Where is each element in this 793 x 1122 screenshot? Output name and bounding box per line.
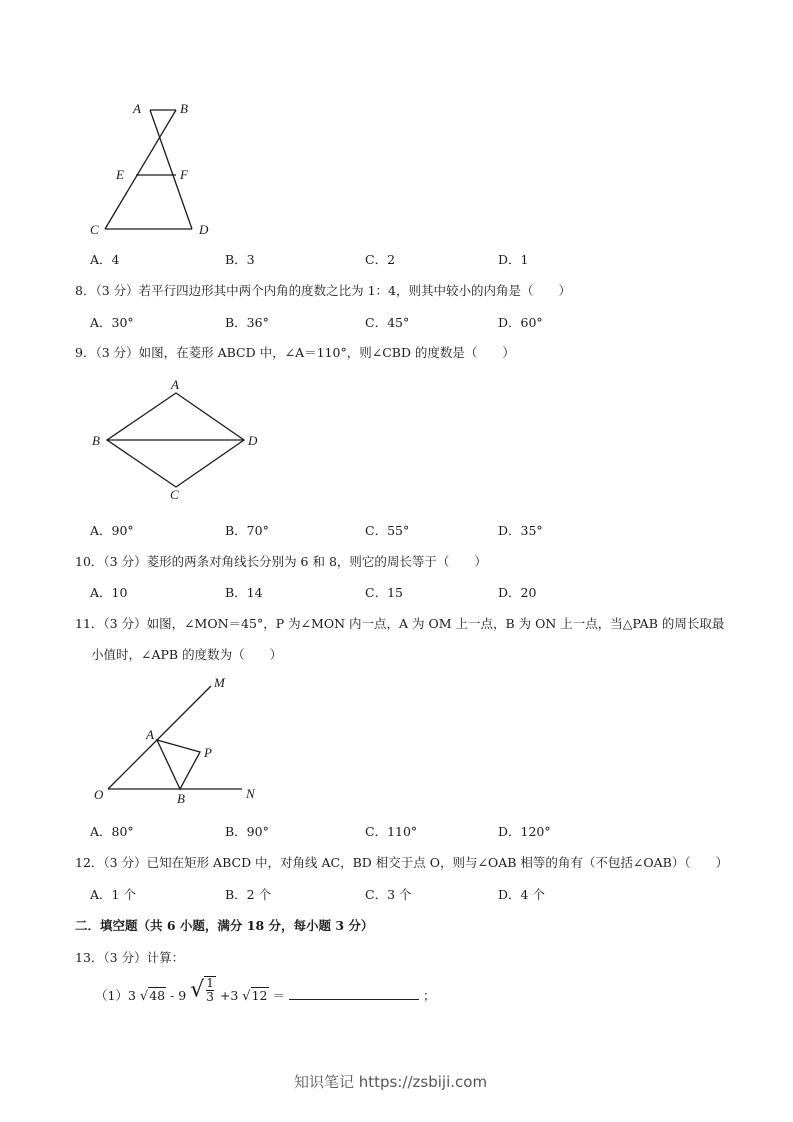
label-B: B — [92, 433, 100, 448]
q8-option-a: A．30° — [90, 315, 134, 330]
answer-blank[interactable] — [289, 987, 419, 1000]
figure-q9 — [88, 375, 268, 505]
q12-stem: 12．（3 分）已知在矩形 ABCD 中，对角线 AC，BD 相交于点 O，则与∠OAB 相等的角有（不包括∠OAB）（ ） — [75, 855, 729, 870]
operator-2: +3 — [219, 987, 239, 1003]
q9-option-c: C．55° — [365, 523, 410, 538]
q7-option-a: A．4 — [90, 252, 120, 267]
q7-option-d: D．1 — [498, 252, 529, 267]
label-O: O — [94, 787, 104, 802]
q10-option-a: A．10 — [90, 585, 128, 600]
figure-q7 — [85, 98, 225, 240]
q7-option-b: B．3 — [225, 252, 255, 267]
part1-tail: ； — [422, 987, 436, 1003]
label-F: F — [180, 167, 188, 182]
q7-option-c: C．2 — [365, 252, 396, 267]
equals-sign: ＝ — [272, 987, 285, 1003]
q12-option-c: C．3 个 — [365, 887, 412, 902]
label-C: C — [90, 222, 99, 237]
q13-stem: 13．（3 分）计算： — [75, 950, 185, 965]
label-D: D — [199, 222, 209, 237]
q9-stem: 9．（3 分）如图，在菱形 ABCD 中，∠A＝110°，则∠CBD 的度数是（ ） — [75, 345, 515, 360]
operator-1: - 9 — [170, 987, 187, 1003]
q11-option-a: A．80° — [90, 824, 134, 839]
label-B: B — [180, 101, 188, 116]
label-M: M — [214, 675, 225, 690]
figure-q11 — [90, 672, 270, 812]
label-D: D — [248, 433, 258, 448]
q13-part1 — [95, 978, 435, 1012]
q12-option-a: A．1 个 — [90, 887, 136, 902]
q12-option-b: B．2 个 — [225, 887, 272, 902]
section-title: 二．填空题（共 6 小题，满分 18 分，每小题 3 分） — [75, 918, 374, 933]
q9-option-d: D．35° — [498, 523, 543, 538]
q11-option-c: C．110° — [365, 824, 418, 839]
q12-option-d: D．4 个 — [498, 887, 545, 902]
q10-option-c: C．15 — [365, 585, 403, 600]
label-A: A — [171, 377, 179, 392]
label-A: A — [146, 727, 154, 742]
label-A: A — [133, 101, 141, 116]
sqrt-48: √48 — [139, 987, 166, 1004]
q9-option-b: B．70° — [225, 523, 269, 538]
label-N: N — [246, 786, 255, 801]
part1-prefix: （1）3 — [95, 987, 136, 1003]
sqrt-fraction: √ $\frac{1}{3}$ — [190, 976, 214, 1004]
q9-option-a: A．90° — [90, 523, 134, 538]
label-B: B — [177, 791, 185, 806]
q11-stem-line1: 11．（3 分）如图，∠MON＝45°，P 为∠MON 内一点，A 为 OM 上一点，B 为 ON 上一点，当△PAB 的周长取最 — [75, 616, 725, 631]
label-E: E — [116, 167, 124, 182]
sqrt-12: √12 — [242, 987, 268, 1004]
label-C: C — [170, 487, 179, 502]
label-P: P — [204, 745, 212, 760]
q10-option-b: B．14 — [225, 585, 263, 600]
q11-option-d: D．120° — [498, 824, 551, 839]
q10-stem: 10．（3 分）菱形的两条对角线长分别为 6 和 8，则它的周长等于（ ） — [75, 554, 487, 569]
q11-option-b: B．90° — [225, 824, 269, 839]
footer-watermark: 知识笔记 https://zsbiji.com — [294, 1073, 488, 1091]
q8-option-c: C．45° — [365, 315, 410, 330]
q8-option-b: B．36° — [225, 315, 269, 330]
q10-option-d: D．20 — [498, 585, 537, 600]
q11-stem-line2: 小值时，∠APB 的度数为（ ） — [91, 647, 283, 662]
q8-stem: 8．（3 分）若平行四边形其中两个内角的度数之比为 1：4，则其中较小的内角是（ ） — [75, 283, 572, 298]
q8-option-d: D．60° — [498, 315, 543, 330]
